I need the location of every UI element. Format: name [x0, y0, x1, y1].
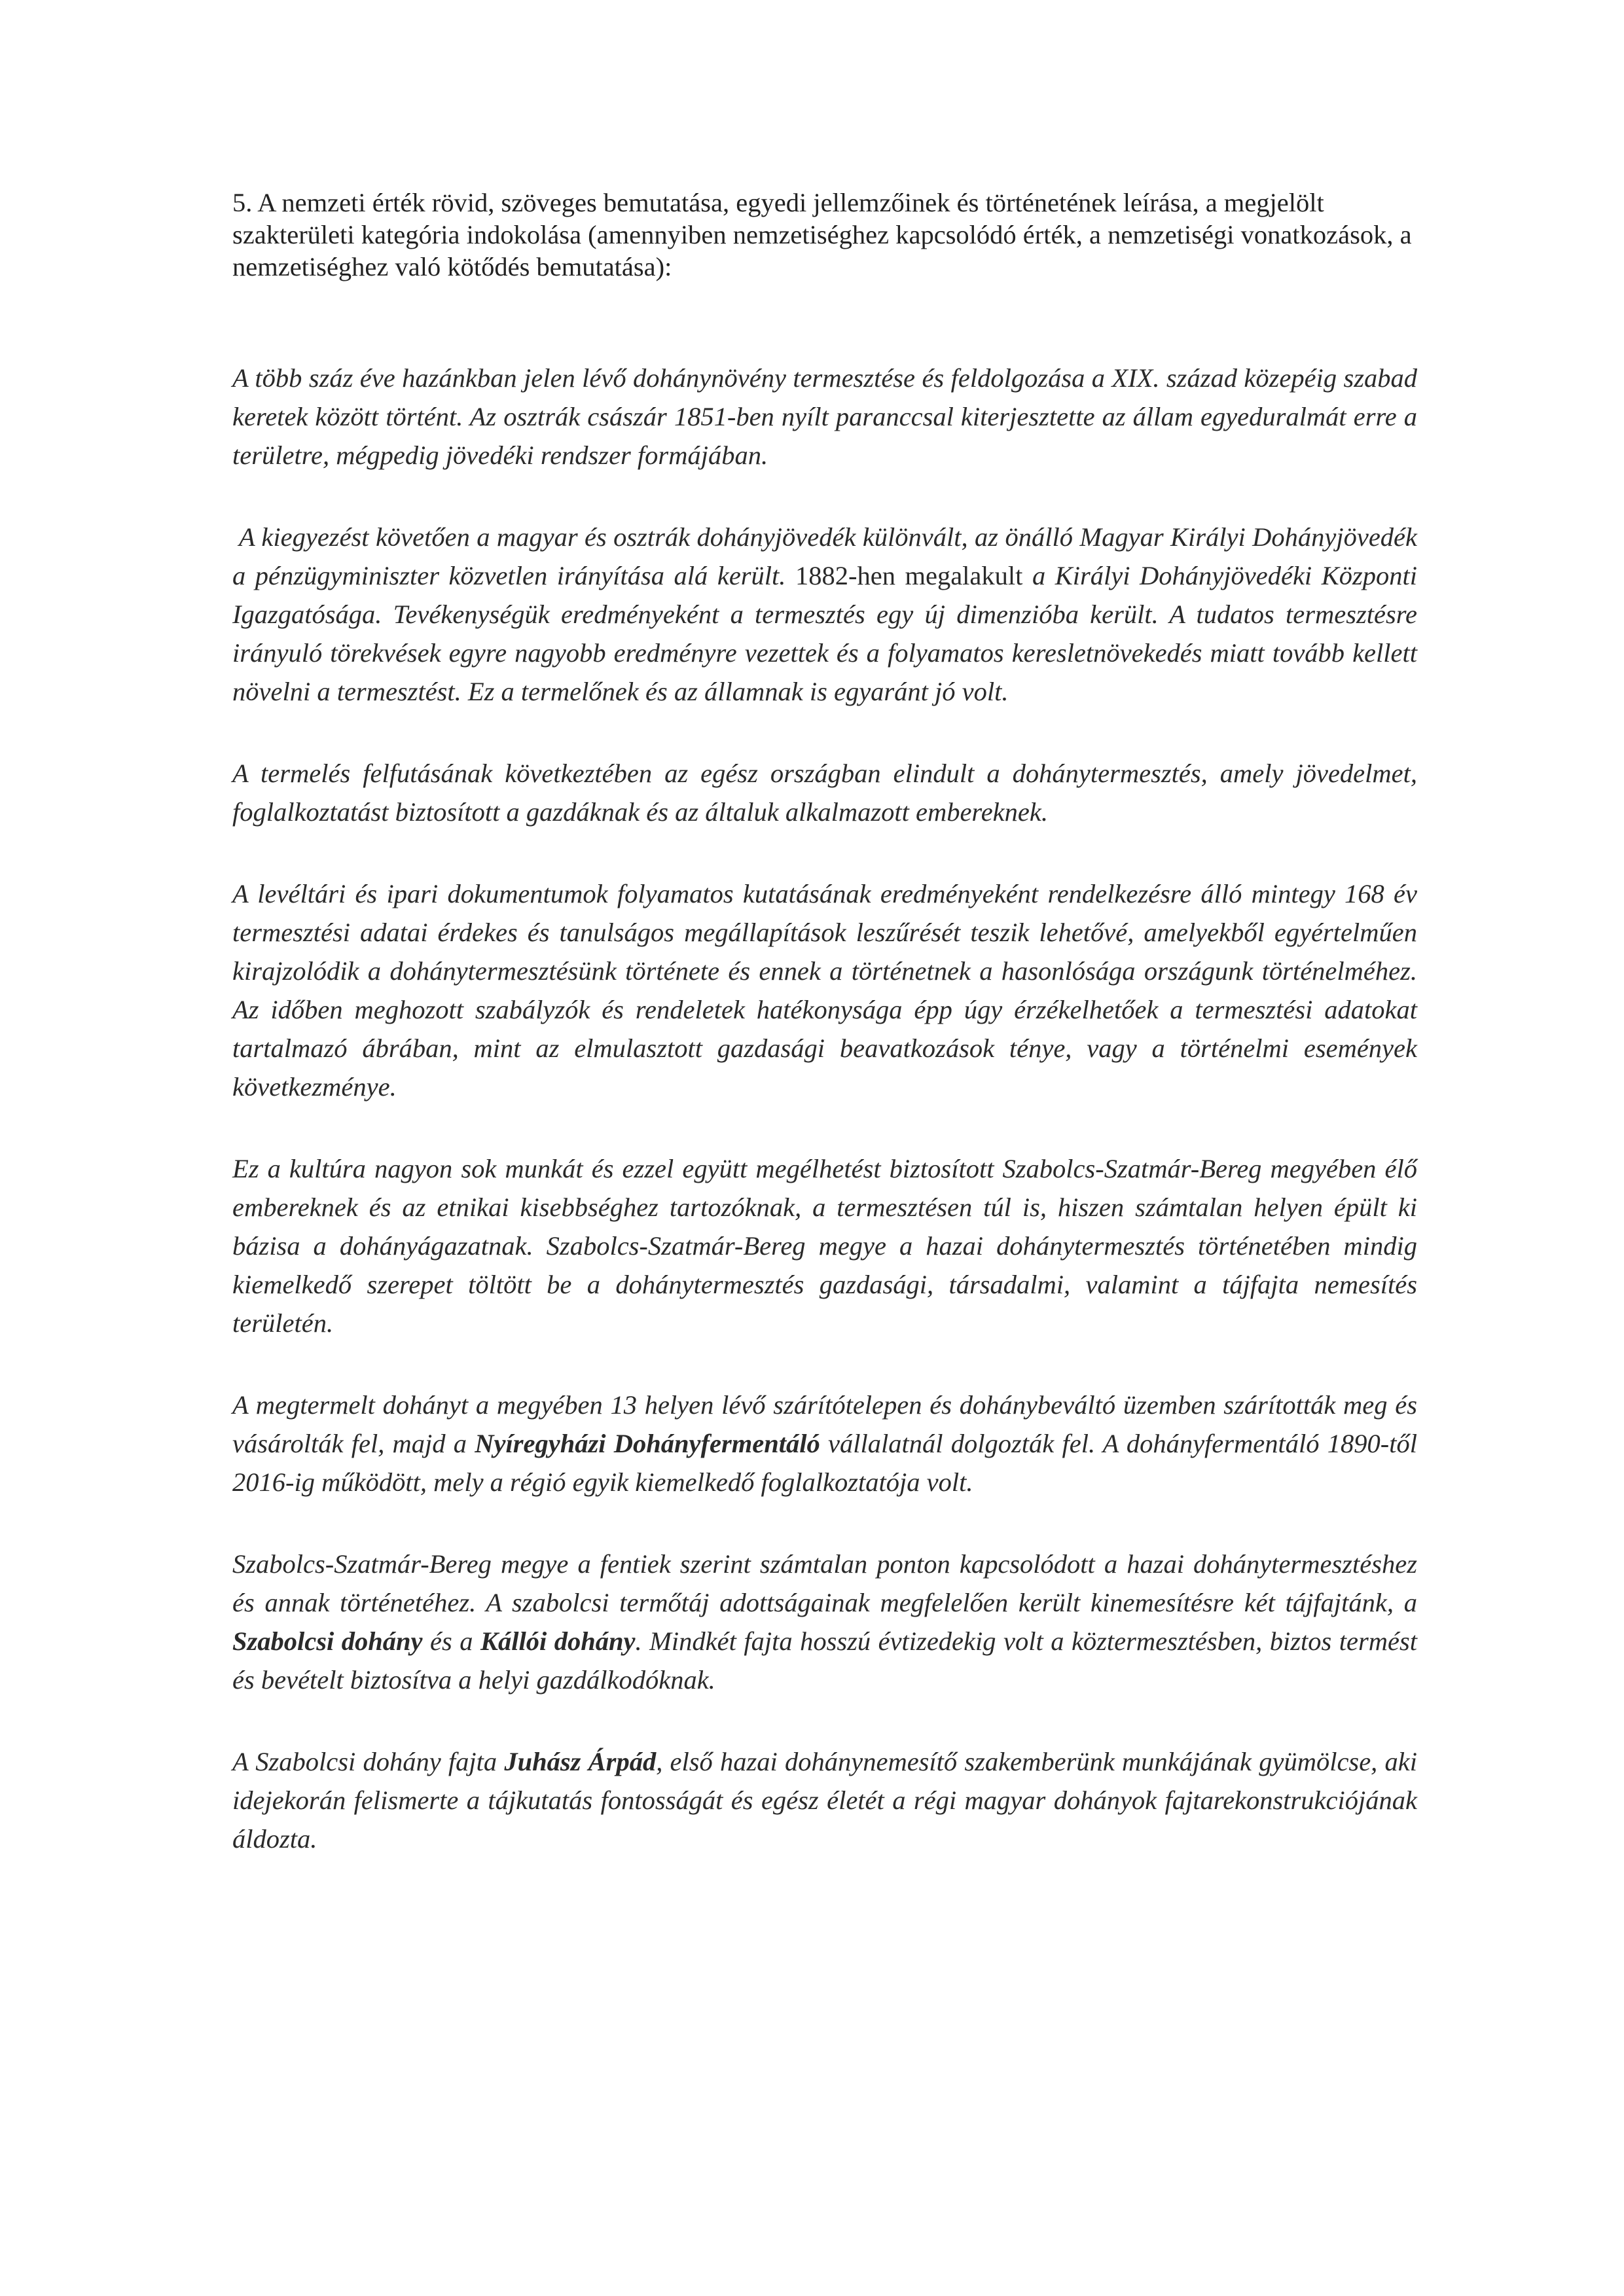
paragraph-fermentation-plant: [232, 1386, 1417, 1501]
paragraph-history-intro: A több száz éve hazánkban jelen lévő dohánynövény termesztése és feldolgozása a XIX. század közepéig szabad keretek között történt. Az osztrák császár 1851-ben nyílt paranccsal kiterjesztette az állam egyeduralmát erre a területre, mégpedig jövedéki rendszer formájában.: [232, 363, 1417, 470]
paragraph-archival-research: A levéltári és ipari dokumentumok folyamatos kutatásának eredményeként rendelkezésre álló mintegy 168 év termesztési adatai érdekes és tanulságos megállapítások leszűrését teszik lehetővé, amelyekből egyértelműen kirajzolódik a dohánytermesztésünk története és ennek a történetnek a hasonlósága országunk történelméhez. Az időben meghozott szabályzók és rendeletek hatékonysága épp úgy érzékelhetőek a termesztési adatokat tartalmazó ábrában, mint az elmulasztott gazdasági beavatkozások ténye, vagy a történelmi események következménye.: [232, 879, 1417, 1102]
paragraph-landraces-part-e: . Mindkét fajta hosszú évtizedekig volt a köztermesztésben, biztos termést és bevételt biztosítva a helyi gazdálkodóknak.: [232, 1626, 1417, 1695]
paragraph-breeder-part-a: A Szabolcsi dohány fajta: [232, 1747, 505, 1776]
paragraph-fermentation-part-c: vállalatnál dolgozták fel. A dohányfermentáló 1890-től 2016-ig működött, mely a régió egyik kiemelkedő foglalkoztatója volt.: [232, 1429, 1417, 1497]
paragraph-compromise: [232, 518, 1417, 711]
emphasis-kalloi-dohany: Kállói dohány: [480, 1626, 636, 1656]
paragraph-compromise-part-a: A kiegyezést követően a magyar és osztrák dohányjövedék különvált, az önálló Magyar Királyi Dohányjövedék a pénzügyminiszter közvetlen irányítása alá került.: [232, 522, 1417, 590]
paragraph-fermentation-part-a: A megtermelt dohányt a megyében 13 helyen lévő szárítótelepen és dohánybeváltó üzemben szárították meg és vásárolták fel, majd a: [232, 1390, 1417, 1458]
emphasis-juhasz-arpad: Juhász Árpád: [504, 1747, 657, 1776]
paragraph-compromise-part-c: a Királyi Dohányjövedéki Központi Igazgatósága. Tevékenységük eredményeként a termesztés egy új dimenzióba került. A tudatos termesztésre irányuló törekvések egyre nagyobb eredményre vezettek és a folyamatos keresletnövekedés miatt tovább kellett növelni a termesztést. Ez a termelőnek és az államnak is egyaránt jó volt.: [232, 561, 1417, 706]
paragraph-compromise-part-b: 1882-hen megalakult: [785, 561, 1032, 590]
paragraph-county-role: Ez a kultúra nagyon sok munkát és ezzel együtt megélhetést biztosított Szabolcs-Szatmár-Bereg megyében élő embereknek és az etnikai kisebbséghez tartozóknak, a termesztésen túl is, hiszen számtalan helyen épült ki bázisa a dohányágazatnak. Szabolcs-Szatmár-Bereg megye a hazai dohánytermesztés történetében mindig kiemelkedő szerepet töltött be a dohánytermesztés gazdasági, társadalmi, valamint a tájfajta nemesítés területén.: [232, 1154, 1417, 1338]
emphasis-nyiregyhazi-dohanyfermentalo: Nyíregyházi Dohányfermentáló: [475, 1429, 820, 1458]
paragraph-production-growth: A termelés felfutásának következtében az egész országban elindult a dohánytermesztés, amely jövedelmet, foglalkoztatást biztosított a gazdáknak és az általuk alkalmazott embereknek.: [232, 759, 1417, 827]
paragraph-landraces: [232, 1545, 1417, 1699]
section-heading: 5. A nemzeti érték rövid, szöveges bemutatása, egyedi jellemzőinek és történetének leírása, a megjelölt szakterületi kategória indokolása (amennyiben nemzetiséghez kapcsolódó érték, a nemzetiségi vonatkozások, a nemzetiséghez való kötődés bemutatása):: [232, 188, 1412, 281]
paragraph-landraces-part-a: Szabolcs-Szatmár-Bereg megye a fentiek szerint számtalan ponton kapcsolódott a hazai dohánytermesztéshez és annak történetéhez. A szabolcsi termőtáj adottságainak megfelelően került kinemesítésre két tájfajtánk, a: [232, 1549, 1417, 1617]
paragraph-breeder-part-c: , első hazai dohánynemesítő szakemberünk munkájának gyümölcse, aki idejekorán felismerte a tájkutatás fontosságát és egész életét a régi magyar dohányok fajtarekonstrukciójának áldozta.: [232, 1747, 1417, 1854]
document-page: [232, 187, 1417, 1901]
paragraph-breeder: [232, 1742, 1417, 1858]
emphasis-szabolcsi-dohany: Szabolcsi dohány: [232, 1626, 423, 1656]
document-body: [232, 359, 1417, 1858]
paragraph-landraces-part-c: és a: [422, 1626, 480, 1656]
